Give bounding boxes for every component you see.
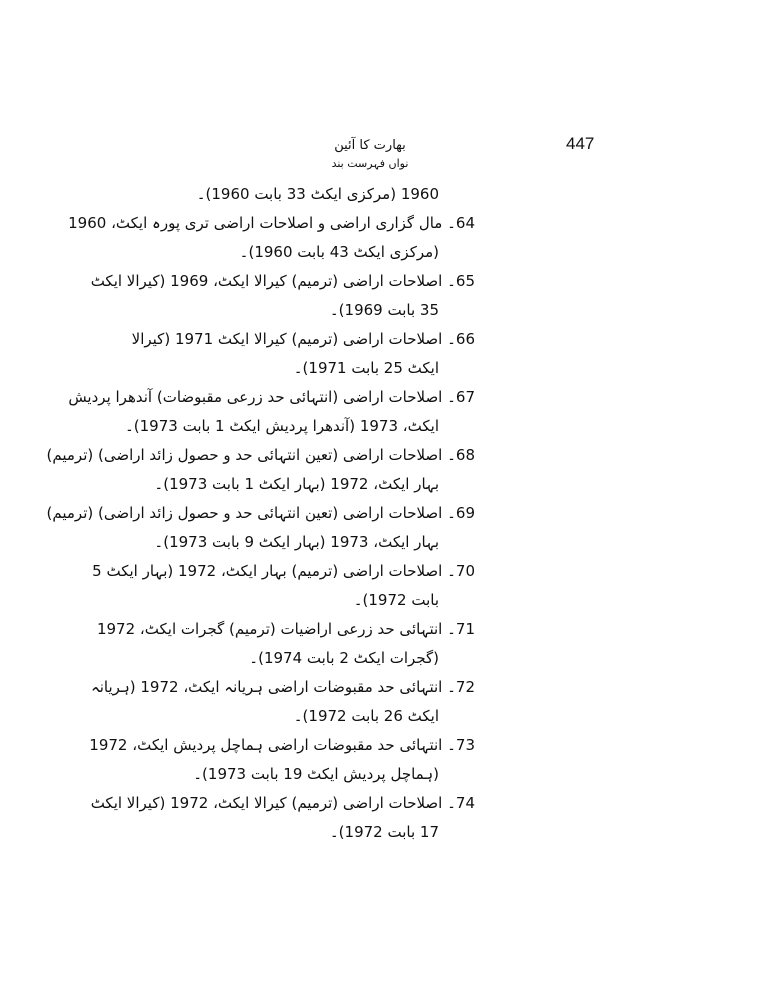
entry-continuation-line: بابت 1972)۔	[353, 591, 439, 609]
schedule-entries	[46, 180, 475, 847]
entry-line: 65۔ اصلاحات اراضی (ترمیم) کیرالا ایکٹ، 1969 (کیرالا ایکٹ	[90, 272, 475, 290]
entry-continuation-line: ایکٹ 26 بابت 1972)۔	[293, 707, 439, 725]
entry-line: 67۔ اصلاحات اراضی (انتہائی حد زرعی مقبوضات) آندھرا پردیش	[68, 388, 475, 406]
entry-line: 68۔ اصلاحات اراضی (تعین انتہائی حد و حصول زائد اراضی) (ترمیم)	[46, 446, 475, 464]
entry-continuation-line: بہار ایکٹ، 1973 (بہار ایکٹ 9 بابت 1973)۔	[154, 533, 439, 551]
entry-continuation-line: (گجرات ایکٹ 2 بابت 1974)۔	[249, 649, 439, 667]
header-subtitle: نواں فہرست بند	[331, 157, 409, 170]
entry-continuation-line: بہار ایکٹ، 1972 (بہار ایکٹ 1 بابت 1973)۔	[154, 475, 439, 493]
page-number: 447	[566, 134, 595, 153]
entry-continuation-line: 35 بابت 1969)۔	[329, 301, 439, 319]
entry-continuation-line: (ہماچل پردیش ایکٹ 19 بابت 1973)۔	[193, 765, 439, 783]
entry-line: 74۔ اصلاحات اراضی (ترمیم) کیرالا ایکٹ، 1972 (کیرالا ایکٹ	[90, 794, 475, 812]
entry-line: 72۔ انتہائی حد مقبوضات اراضی ہریانہ ایکٹ، 1972 (ہریانہ	[90, 678, 475, 696]
entry-continuation-line: (مرکزی ایکٹ 43 بابت 1960)۔	[239, 243, 439, 261]
entry-line: 71۔ انتہائی حد زرعی اراضیات (ترمیم) گجرات ایکٹ، 1972	[96, 620, 475, 638]
entry-continuation-line: ایکٹ 25 بابت 1971)۔	[293, 359, 439, 377]
running-header	[300, 136, 440, 172]
entry-line: 69۔ اصلاحات اراضی (تعین انتہائی حد و حصول زائد اراضی) (ترمیم)	[46, 504, 475, 522]
entry-line: 64۔ مال گزاری اراضی و اصلاحات اراضی تری پورہ ایکٹ، 1960	[68, 214, 475, 232]
header-title: بھارت کا آئین	[334, 138, 406, 153]
entry-continuation-line: 17 بابت 1972)۔	[329, 823, 439, 841]
entry-line: 70۔ اصلاحات اراضی (ترمیم) بہار ایکٹ، 1972 (بہار ایکٹ 5	[92, 562, 475, 580]
entry-line: 73۔ انتہائی حد مقبوضات اراضی ہماچل پردیش ایکٹ، 1972	[89, 736, 475, 754]
entry-line: 66۔ اصلاحات اراضی (ترمیم) کیرالا ایکٹ 1971 (کیرالا	[131, 330, 475, 348]
entry-continuation-line: 1960 (مرکزی ایکٹ 33 بابت 1960)۔	[196, 185, 439, 203]
entry-continuation-line: ایکٹ، 1973 (آندھرا پردیش ایکٹ 1 بابت 1973)۔	[124, 417, 439, 435]
